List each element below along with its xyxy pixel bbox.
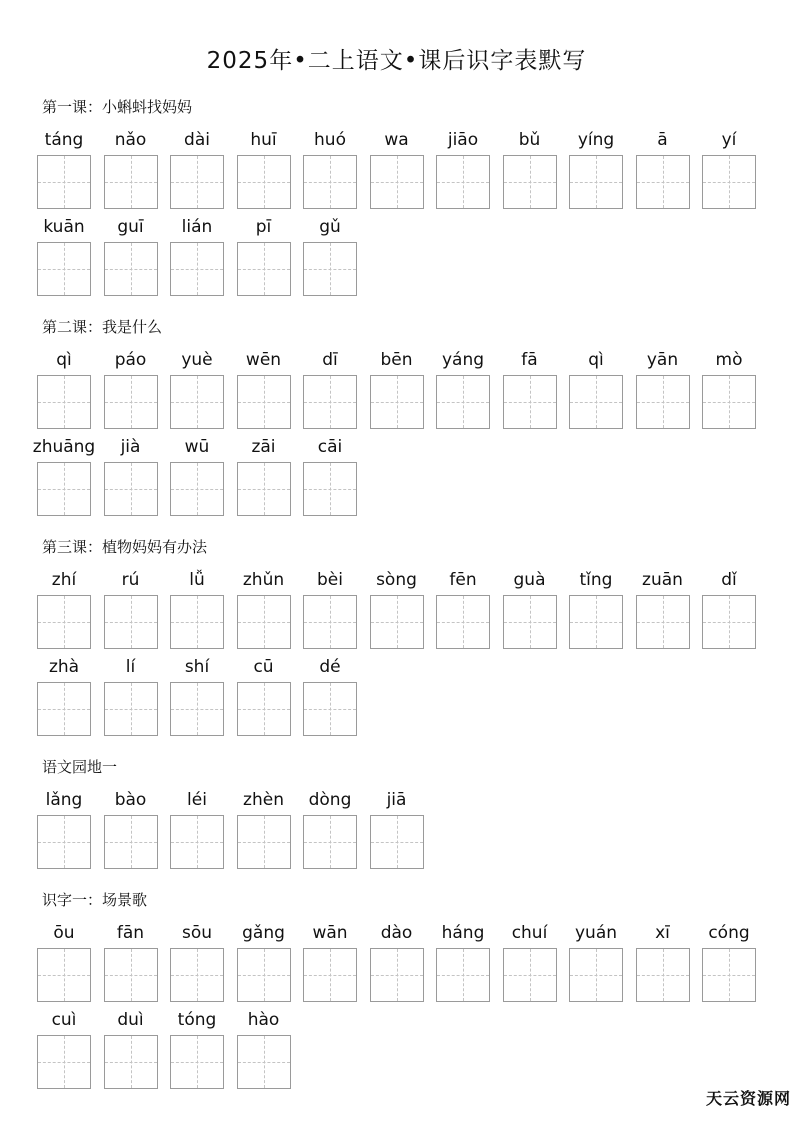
pinyin-cell [636, 922, 690, 1002]
pinyin-cell [370, 922, 424, 1002]
pinyin-cell [702, 922, 756, 1002]
pinyin-cell [237, 216, 291, 296]
pinyin-label: wēn [245, 350, 282, 370]
pinyin-label: nǎo [114, 130, 147, 150]
lesson-section [37, 757, 769, 869]
pinyin-label: kuān [43, 217, 85, 237]
writing-grid-box[interactable] [37, 1035, 91, 1089]
pinyin-label: wān [312, 923, 348, 943]
writing-grid-box[interactable] [436, 595, 490, 649]
pinyin-label: dài [184, 130, 210, 150]
pinyin-label: páo [114, 350, 147, 370]
writing-grid-box[interactable] [104, 682, 158, 736]
writing-grid-box[interactable] [37, 595, 91, 649]
writing-grid-box[interactable] [170, 595, 224, 649]
pinyin-cell [636, 349, 690, 429]
pinyin-cell [237, 349, 291, 429]
writing-grid-box[interactable] [303, 815, 357, 869]
writing-grid-box[interactable] [37, 155, 91, 209]
writing-grid-box[interactable] [170, 375, 224, 429]
pinyin-label: zhí [51, 570, 77, 590]
pinyin-label: yuán [574, 923, 618, 943]
pinyin-label: guà [513, 570, 546, 590]
pinyin-cell [436, 922, 490, 1002]
pinyin-cell [237, 1009, 291, 1089]
writing-grid-box[interactable] [170, 1035, 224, 1089]
pinyin-label: fēn [449, 570, 477, 590]
pinyin-row [37, 656, 769, 736]
section-title: 语文园地一 [42, 758, 118, 776]
pinyin-cell [436, 349, 490, 429]
pinyin-cell [170, 569, 224, 649]
writing-grid-box[interactable] [569, 595, 623, 649]
pinyin-cell [104, 789, 158, 869]
pinyin-cell [303, 129, 357, 209]
pinyin-cell [104, 922, 158, 1002]
pinyin-cell [303, 216, 357, 296]
writing-grid-box[interactable] [170, 815, 224, 869]
writing-grid-box[interactable] [569, 375, 623, 429]
writing-grid-box[interactable] [237, 682, 291, 736]
lesson-section [37, 537, 769, 736]
pinyin-cell [303, 922, 357, 1002]
pinyin-cell [37, 569, 91, 649]
pinyin-label: tǐng [579, 570, 613, 590]
writing-grid-box[interactable] [104, 242, 158, 296]
writing-grid-box[interactable] [170, 462, 224, 516]
pinyin-cell [303, 656, 357, 736]
pinyin-cell [104, 656, 158, 736]
writing-grid-box[interactable] [37, 682, 91, 736]
pinyin-label: yíng [577, 130, 615, 150]
pinyin-label: jiāo [447, 130, 479, 150]
pinyin-cell [503, 349, 557, 429]
pinyin-label: cóng [708, 923, 750, 943]
pinyin-cell [104, 569, 158, 649]
pinyin-cell [569, 922, 623, 1002]
pinyin-label: táng [44, 130, 84, 150]
writing-grid-box[interactable] [237, 1035, 291, 1089]
pinyin-label: lián [181, 217, 213, 237]
pinyin-cell [104, 436, 158, 516]
pinyin-cell [436, 569, 490, 649]
pinyin-label: bǔ [518, 130, 541, 150]
pinyin-cell [569, 129, 623, 209]
writing-grid-box[interactable] [104, 462, 158, 516]
pinyin-cell [170, 656, 224, 736]
pinyin-label: dé [319, 657, 341, 677]
pinyin-cell [370, 569, 424, 649]
writing-grid-box[interactable] [37, 948, 91, 1002]
pinyin-label: zāi [251, 437, 276, 457]
pinyin-cell [303, 349, 357, 429]
pinyin-label: shí [184, 657, 210, 677]
writing-grid-box[interactable] [569, 948, 623, 1002]
writing-grid-box[interactable] [104, 948, 158, 1002]
pinyin-label: bèi [317, 570, 343, 590]
pinyin-cell [37, 1009, 91, 1089]
pinyin-label: pī [255, 217, 272, 237]
pinyin-cell [237, 656, 291, 736]
writing-grid-box[interactable] [436, 155, 490, 209]
section-title: 第三课：植物妈妈有办法 [42, 538, 208, 556]
pinyin-label: qì [588, 350, 604, 370]
pinyin-label: háng [441, 923, 485, 943]
pinyin-label: cuì [51, 1010, 77, 1030]
writing-grid-box[interactable] [37, 375, 91, 429]
pinyin-label: jià [120, 437, 141, 457]
pinyin-cell [104, 129, 158, 209]
pinyin-label: dòng [308, 790, 352, 810]
pinyin-cell [702, 129, 756, 209]
pinyin-cell [503, 129, 557, 209]
pinyin-cell [303, 789, 357, 869]
pinyin-row [37, 569, 769, 649]
writing-grid-box[interactable] [104, 815, 158, 869]
pinyin-label: huó [314, 130, 346, 150]
writing-grid-box[interactable] [170, 242, 224, 296]
writing-grid-box[interactable] [170, 682, 224, 736]
pinyin-cell [237, 789, 291, 869]
writing-grid-box[interactable] [370, 155, 424, 209]
pinyin-cell [37, 789, 91, 869]
pinyin-label: cū [253, 657, 274, 677]
pinyin-row [37, 129, 769, 209]
pinyin-label: hào [247, 1010, 280, 1030]
pinyin-label: yān [646, 350, 679, 370]
pinyin-label: guī [117, 217, 144, 237]
writing-grid-box[interactable] [436, 948, 490, 1002]
writing-grid-box[interactable] [702, 595, 756, 649]
pinyin-label: chuí [511, 923, 548, 943]
pinyin-cell [104, 1009, 158, 1089]
pinyin-label: ā [657, 130, 668, 150]
pinyin-cell [170, 129, 224, 209]
writing-grid-box[interactable] [370, 375, 424, 429]
pinyin-label: zhà [48, 657, 80, 677]
pinyin-cell [37, 922, 91, 1002]
lesson-section [37, 97, 769, 296]
writing-grid-box[interactable] [370, 595, 424, 649]
pinyin-cell [32, 436, 96, 516]
pinyin-cell [636, 129, 690, 209]
pinyin-row [37, 789, 769, 869]
writing-grid-box[interactable] [237, 815, 291, 869]
pinyin-label: dào [380, 923, 413, 943]
pinyin-label: duì [117, 1010, 144, 1030]
writing-grid-box[interactable] [702, 155, 756, 209]
watermark: 天云资源网 [705, 1089, 791, 1108]
pinyin-label: fā [521, 350, 538, 370]
pinyin-cell [37, 656, 91, 736]
writing-grid-box[interactable] [636, 155, 690, 209]
writing-grid-box[interactable] [303, 682, 357, 736]
writing-grid-box[interactable] [636, 595, 690, 649]
writing-grid-box[interactable] [370, 948, 424, 1002]
writing-grid-box[interactable] [702, 375, 756, 429]
writing-grid-box[interactable] [104, 595, 158, 649]
pinyin-label: dǐ [721, 570, 737, 590]
pinyin-cell [104, 216, 158, 296]
writing-grid-box[interactable] [237, 462, 291, 516]
pinyin-label: sòng [376, 570, 417, 590]
writing-grid-box[interactable] [303, 242, 357, 296]
writing-grid-box[interactable] [237, 242, 291, 296]
pinyin-label: bēn [380, 350, 413, 370]
pinyin-cell [104, 349, 158, 429]
writing-grid-box[interactable] [370, 815, 424, 869]
writing-grid-box[interactable] [702, 948, 756, 1002]
pinyin-label: sōu [181, 923, 213, 943]
writing-grid-box[interactable] [303, 595, 357, 649]
pinyin-cell [303, 569, 357, 649]
section-title: 第一课：小蝌蚪找妈妈 [42, 98, 193, 116]
pinyin-label: qì [56, 350, 72, 370]
pinyin-label: cāi [317, 437, 343, 457]
writing-grid-box[interactable] [237, 155, 291, 209]
pinyin-label: yuè [181, 350, 213, 370]
pinyin-label: léi [187, 790, 207, 810]
pinyin-cell [569, 349, 623, 429]
writing-grid-box[interactable] [636, 375, 690, 429]
pinyin-cell [503, 569, 557, 649]
pinyin-label: bào [114, 790, 147, 810]
pinyin-cell [237, 569, 291, 649]
writing-grid-box[interactable] [436, 375, 490, 429]
pinyin-cell [370, 789, 424, 869]
pinyin-row [32, 436, 769, 516]
writing-grid-box[interactable] [237, 595, 291, 649]
writing-grid-box[interactable] [503, 375, 557, 429]
pinyin-cell [303, 436, 357, 516]
writing-grid-box[interactable] [303, 375, 357, 429]
pinyin-row [37, 922, 769, 1002]
writing-grid-box[interactable] [503, 595, 557, 649]
pinyin-label: gǔ [319, 217, 341, 237]
pinyin-cell [170, 216, 224, 296]
pinyin-label: zhuāng [32, 437, 96, 457]
pinyin-cell [237, 922, 291, 1002]
pinyin-label: fān [116, 923, 145, 943]
writing-grid-box[interactable] [170, 155, 224, 209]
pinyin-row [37, 216, 769, 296]
pinyin-cell [170, 789, 224, 869]
page-title: 2025年•二上语文•课后识字表默写 [206, 48, 587, 74]
pinyin-label: huī [250, 130, 277, 150]
pinyin-cell [37, 216, 91, 296]
pinyin-label: zhǔn [242, 570, 285, 590]
writing-grid-box[interactable] [237, 948, 291, 1002]
pinyin-cell [503, 922, 557, 1002]
pinyin-label: lí [125, 657, 136, 677]
pinyin-label: ōu [53, 923, 75, 943]
pinyin-label: zuān [642, 570, 683, 590]
pinyin-label: lǎng [45, 790, 83, 810]
writing-grid-box[interactable] [104, 155, 158, 209]
pinyin-label: lǚ [189, 570, 205, 590]
pinyin-label: jiā [386, 790, 407, 810]
pinyin-label: yí [721, 130, 737, 150]
pinyin-cell [237, 436, 291, 516]
pinyin-row [37, 1009, 769, 1089]
writing-grid-box[interactable] [104, 375, 158, 429]
pinyin-cell [569, 569, 623, 649]
pinyin-cell [170, 1009, 224, 1089]
pinyin-cell [702, 349, 756, 429]
writing-grid-box[interactable] [636, 948, 690, 1002]
pinyin-label: dī [322, 350, 338, 370]
pinyin-cell [37, 129, 91, 209]
writing-grid-box[interactable] [503, 155, 557, 209]
pinyin-label: rú [121, 570, 140, 590]
pinyin-cell [702, 569, 756, 649]
pinyin-label: wū [184, 437, 210, 457]
pinyin-cell [370, 349, 424, 429]
pinyin-cell [436, 129, 490, 209]
section-title: 第二课：我是什么 [42, 318, 163, 336]
writing-grid-box[interactable] [303, 155, 357, 209]
writing-grid-box[interactable] [104, 1035, 158, 1089]
writing-grid-box[interactable] [170, 948, 224, 1002]
section-title: 识字一：场景歌 [42, 891, 148, 909]
pinyin-label: tóng [177, 1010, 217, 1030]
pinyin-cell [170, 349, 224, 429]
writing-grid-box[interactable] [569, 155, 623, 209]
pinyin-cell [170, 436, 224, 516]
writing-grid-box[interactable] [503, 948, 557, 1002]
pinyin-label: xī [655, 923, 670, 943]
lesson-section [37, 890, 769, 1089]
pinyin-cell [636, 569, 690, 649]
pinyin-label: zhèn [243, 790, 284, 810]
pinyin-label: wa [384, 130, 409, 150]
writing-grid-box[interactable] [303, 948, 357, 1002]
pinyin-cell [37, 349, 91, 429]
writing-grid-box[interactable] [237, 375, 291, 429]
writing-grid-box[interactable] [37, 462, 91, 516]
worksheet-body [32, 97, 769, 1110]
pinyin-label: mò [715, 350, 743, 370]
pinyin-cell [370, 129, 424, 209]
lesson-section [32, 317, 769, 516]
writing-grid-box[interactable] [37, 242, 91, 296]
writing-grid-box[interactable] [37, 815, 91, 869]
pinyin-cell [237, 129, 291, 209]
pinyin-cell [170, 922, 224, 1002]
pinyin-label: yáng [441, 350, 485, 370]
pinyin-row [37, 349, 769, 429]
pinyin-label: gǎng [242, 923, 285, 943]
writing-grid-box[interactable] [303, 462, 357, 516]
